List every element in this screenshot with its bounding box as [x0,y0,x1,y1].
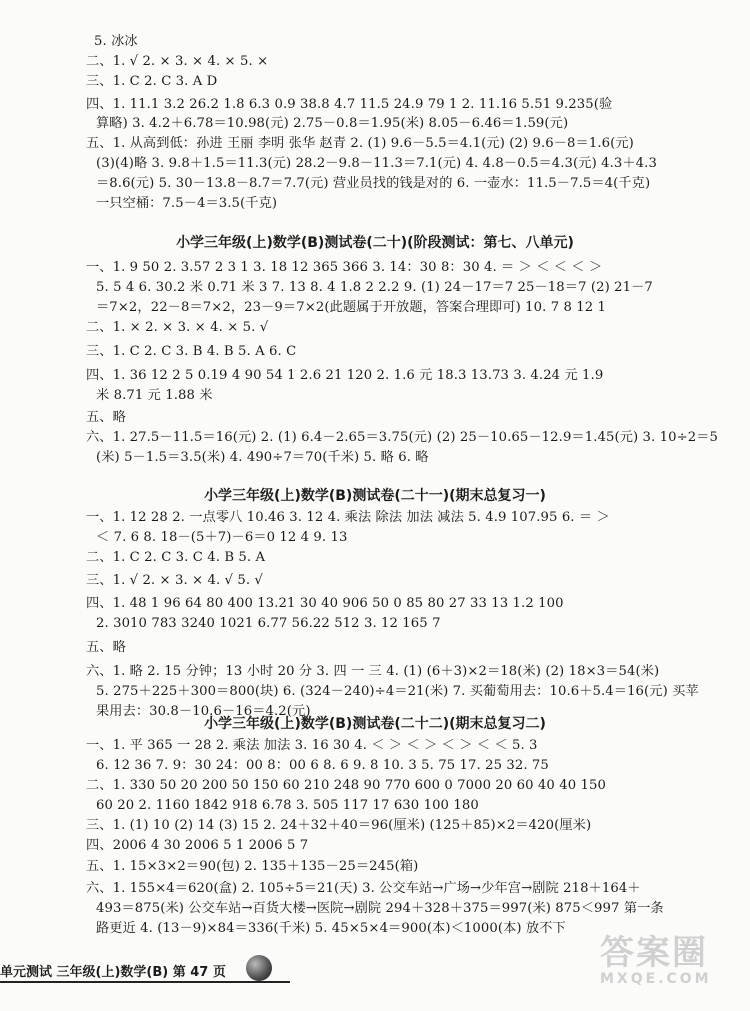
answer-line: 六、1. 27.5－11.5＝16(元) 2. (1) 6.4－2.65＝3.75(元) (2) 25－10.65－12.9＝1.45(元) 3. 10÷2＝5 [86,430,719,445]
answer-line: 2. 3010 783 3240 1021 6.77 56.22 512 3. 12 165 7 [96,616,441,631]
watermark-logo [600,935,740,1005]
answer-line: 五、略 [86,410,126,425]
answer-line: 一、1. 9 50 2. 3.57 2 3 1 3. 18 12 365 366 3. 14：30 8：30 4. ＝ ＞ ＜ ＜ ＜ ＞ [86,260,603,275]
answer-line: 一只空桶：7.5－4＝3.5(千克) [96,196,278,211]
answer-line: 四、1. 11.1 3.2 26.2 1.8 6.3 0.9 38.8 4.7 11.5 24.9 79 1 2. 11.16 5.51 9.235(验 [86,97,613,112]
answer-line: 六、1. 略 2. 15 分钟；13 小时 20 分 3. 四 一 三 4. (1) (6＋3)×2＝18(米) (2) 18×3＝54(米) [86,664,660,679]
answer-line: 五、1. 从高到低：孙进 王丽 李明 张华 赵青 2. (1) 9.6－5.5＝4.1(元) (2) 9.6－8＝1.6(元) [86,136,634,151]
answer-line: 5. 冰冰 [94,34,138,49]
answer-line: 四、1. 48 1 96 64 80 400 13.21 30 40 906 50 0 85 80 27 33 13 1.2 100 [86,596,564,611]
answer-line: 二、1. × 2. × 3. × 4. × 5. √ [86,320,269,335]
answer-line: 果用去：30.8－10.6－16＝4.2(元) [96,704,311,719]
answer-line: 6. 12 36 7. 9：30 24：00 8：00 6 8. 6 9. 8 10. 3 5. 75 17. 25 32. 75 [96,758,549,773]
answer-line: 五、略 [86,640,126,655]
answer-line: 五、1. 15×3×2＝90(包) 2. 135＋135－25＝245(箱) [86,859,419,874]
answer-line: 四、2006 4 30 2006 5 1 2006 5 7 [86,838,309,853]
footer-label: 单元测试 三年级(上)数学(B) 第 47 页 [0,965,226,980]
answer-line: 三、1. C 2. C 3. A D [86,74,218,89]
page-badge-icon [246,955,272,981]
answer-line: 三、1. C 2. C 3. B 4. B 5. A 6. C [86,344,297,359]
answer-line: 路更近 4. (13－9)×84＝336(千米) 5. 45×5×4＝900(本)＜1000(本) 放不下 [96,921,566,936]
answer-line: (3)(4)略 3. 9.8＋1.5＝11.3(元) 28.2－9.8－11.3＝7.1(元) 4. 4.8－0.5＝4.3(元) 4.3＋4.3 [96,156,657,171]
answer-line: 算略) 3. 4.2＋6.78＝10.98(元) 2.75－0.8＝1.95(米) 8.05－6.46＝1.59(元) [96,116,569,131]
answer-line: 二、1. 330 50 20 200 50 150 60 210 248 90 770 600 0 7000 20 60 40 40 150 [86,778,606,793]
answer-line: ＝8.6(元) 5. 30－13.8－8.7＝7.7(元) 营业员找的钱是对的 6. 一壶水：11.5－7.5＝4(千克) [96,176,651,191]
answer-line: 四、1. 36 12 2 5 0.19 4 90 54 1 2.6 21 120 2. 1.6 元 18.3 13.73 3. 4.24 元 1.9 [86,368,604,383]
answer-line: 二、1. C 2. C 3. C 4. B 5. A [86,550,266,565]
section-title: 小学三年级(上)数学(B)测试卷(二十)(阶段测试：第七、八单元) [176,235,574,251]
answer-line: 二、1. √ 2. × 3. × 4. × 5. × [86,54,269,69]
answer-line: 三、1. (1) 10 (2) 14 (3) 15 2. 24＋32＋40＝96(厘米) (125＋85)×2＝420(厘米) [86,818,592,833]
footer-rule [0,981,290,983]
answer-line: 5. 275＋225＋300＝800(块) 6. (324－240)÷4＝21(米) 7. 买葡萄用去：10.6＋5.4＝16(元) 买苹 [96,684,699,699]
answer-line: 5. 5 4 6. 30.2 米 0.71 米 3 7. 13 8. 4 1.8 2 2.2 9. (1) 24－17＝7 25－18＝7 (2) 21－7 [96,280,653,295]
answer-line: ＜ 7. 6 8. 18－(5＋7)－6＝0 12 4 9. 13 [96,530,348,545]
section-title: 小学三年级(上)数学(B)测试卷(二十一)(期末总复习一) [204,488,546,504]
answer-line: ＝7×2，22－8＝7×2，23－9＝7×2(此题属于开放题，答案合理即可) 10. 7 8 12 1 [96,300,607,315]
answer-line: 三、1. √ 2. × 3. × 4. √ 5. √ [86,573,263,588]
answer-line: 米 8.71 元 1.88 米 [96,388,213,403]
answer-line: 一、1. 平 365 一 28 2. 乘法 加法 3. 16 30 4. ＜ ＞ ＜ ＞ ＜ ＞ ＜ ＜ 5. 3 [86,738,538,753]
answer-line: (米) 5－1.5＝3.5(米) 4. 490÷7＝70(千米) 5. 略 6. 略 [96,450,429,465]
answer-line: 六、1. 155×4＝620(盒) 2. 105÷5＝21(天) 3. 公交车站→广场→少年宫→剧院 218＋164＋ [86,881,641,896]
section-title: 小学三年级(上)数学(B)测试卷(二十二)(期末总复习二) [204,716,546,732]
answer-line: 493＝875(米) 公交车站→百货大楼→医院→剧院 294＋328＋375＝997(米) 875＜997 第一条 [96,901,664,916]
watermark-main: 答案圈 [600,933,708,973]
answer-line: 60 20 2. 1160 1842 918 6.78 3. 505 117 17 630 100 180 [96,798,479,813]
watermark-sub: MXQE.COM [600,971,712,987]
answer-line: 一、1. 12 28 2. 一点零八 10.46 3. 12 4. 乘法 除法 加法 减法 5. 4.9 107.95 6. ＝ ＞ [86,510,610,525]
